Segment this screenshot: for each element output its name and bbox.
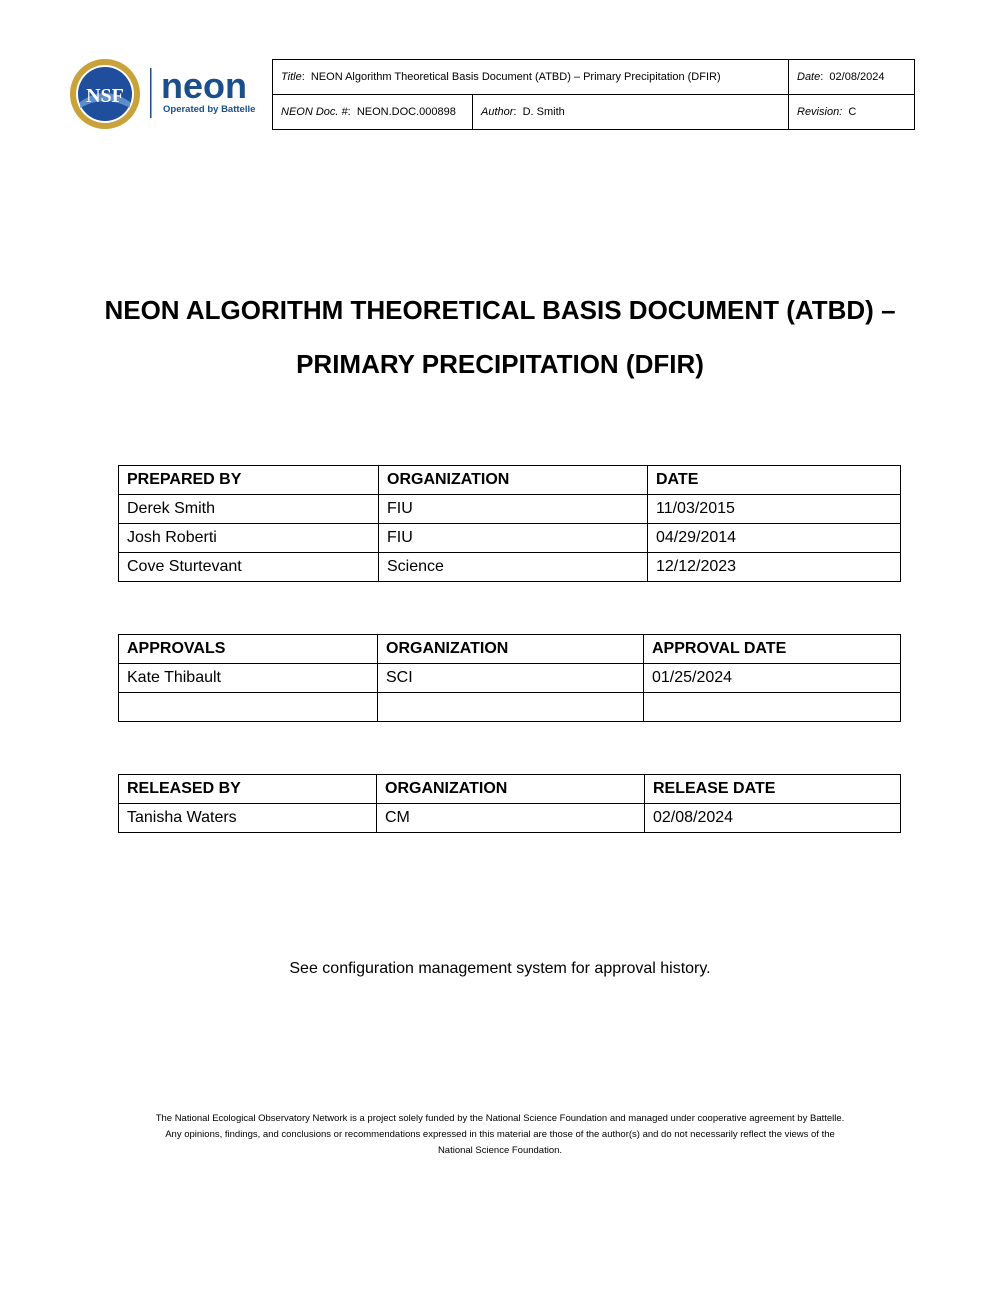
table-cell: Derek Smith xyxy=(119,495,379,524)
revision-label: Revision: xyxy=(797,106,843,118)
column-header: ORGANIZATION xyxy=(378,635,644,664)
table-row xyxy=(119,524,901,553)
prepared-by-table xyxy=(118,465,901,582)
table-cell: 11/03/2015 xyxy=(648,495,901,524)
column-header: RELEASE DATE xyxy=(645,775,901,804)
table-row xyxy=(119,804,901,833)
table-cell xyxy=(378,693,644,722)
table-header-row xyxy=(119,635,901,664)
doc-number-value: NEON.DOC.000898 xyxy=(356,106,456,118)
author-value: D. Smith xyxy=(522,106,565,118)
logo-tagline: Operated by Battelle xyxy=(163,104,256,115)
header-revision-cell xyxy=(789,95,915,130)
header-doc-number-cell: NEON Doc. #: NEON.DOC.000898 xyxy=(273,95,473,130)
nsf-seal-text: NSF xyxy=(86,85,124,107)
footer-disclaimer xyxy=(100,1111,900,1159)
table-cell: Tanisha Waters xyxy=(119,804,377,833)
table-row xyxy=(119,495,901,524)
header-title-cell: Title: NEON Algorithm Theoretical Basis Document (ATBD) – Primary Precipitation (DFIR) xyxy=(273,60,789,95)
footer-line-3: National Science Foundation. xyxy=(437,1145,563,1156)
document-title-line-1: NEON ALGORITHM THEORETICAL BASIS DOCUMENT (ATBD) – xyxy=(104,295,896,325)
document-header-table xyxy=(272,59,915,130)
table-cell: 04/29/2014 xyxy=(648,524,901,553)
title-value: NEON Algorithm Theoretical Basis Document (ATBD) – Primary Precipitation (DFIR) xyxy=(310,71,721,83)
released-by-table xyxy=(118,774,901,833)
header-author-cell: Author: D. Smith xyxy=(473,95,789,130)
document-title xyxy=(100,283,900,391)
table-row xyxy=(119,664,901,693)
table-cell: 02/08/2024 xyxy=(645,804,901,833)
date-label: Date xyxy=(797,71,821,83)
nsf-neon-logo xyxy=(68,58,270,130)
column-header: APPROVALS xyxy=(119,635,378,664)
table-cell: Kate Thibault xyxy=(119,664,378,693)
approvals-table xyxy=(118,634,901,722)
table-cell: CM xyxy=(377,804,645,833)
document-title-line-2: PRIMARY PRECIPITATION (DFIR) xyxy=(296,349,704,379)
table-cell: FIU xyxy=(379,524,648,553)
column-header: ORGANIZATION xyxy=(379,466,648,495)
table-cell: Science xyxy=(379,553,648,582)
configuration-management-note: See configuration management system for approval history. xyxy=(289,960,711,977)
table-cell xyxy=(119,693,378,722)
title-label: Title xyxy=(281,71,302,83)
author-label: Author xyxy=(481,106,514,118)
header-date-cell: Date: 02/08/2024 xyxy=(789,60,915,95)
date-value: 02/08/2024 xyxy=(829,71,885,83)
doc-number-label: NEON Doc. # xyxy=(281,106,348,118)
nsf-seal-icon xyxy=(70,59,140,129)
table-row xyxy=(119,693,901,722)
footer-line-2: Any opinions, findings, and conclusions or recommendations expressed in this material are those of the author(s) and do not necessarily reflect the views of the xyxy=(165,1129,835,1140)
table-cell: Cove Sturtevant xyxy=(119,553,379,582)
column-header: APPROVAL DATE xyxy=(644,635,901,664)
footer-line-1: The National Ecological Observatory Network is a project solely funded by the National Science Foundation and managed under cooperative agreement by Battelle. xyxy=(155,1113,845,1124)
revision-value: C xyxy=(848,106,857,118)
column-header: PREPARED BY xyxy=(119,466,379,495)
column-header: DATE xyxy=(648,466,901,495)
table-cell: SCI xyxy=(378,664,644,693)
table-header-row xyxy=(119,466,901,495)
table-cell xyxy=(644,693,901,722)
column-header: RELEASED BY xyxy=(119,775,377,804)
table-row xyxy=(119,553,901,582)
table-cell: 01/25/2024 xyxy=(644,664,901,693)
table-cell: Josh Roberti xyxy=(119,524,379,553)
neon-wordmark: neon xyxy=(161,65,247,106)
table-cell: FIU xyxy=(379,495,648,524)
table-cell: 12/12/2023 xyxy=(648,553,901,582)
table-header-row xyxy=(119,775,901,804)
column-header: ORGANIZATION xyxy=(377,775,645,804)
